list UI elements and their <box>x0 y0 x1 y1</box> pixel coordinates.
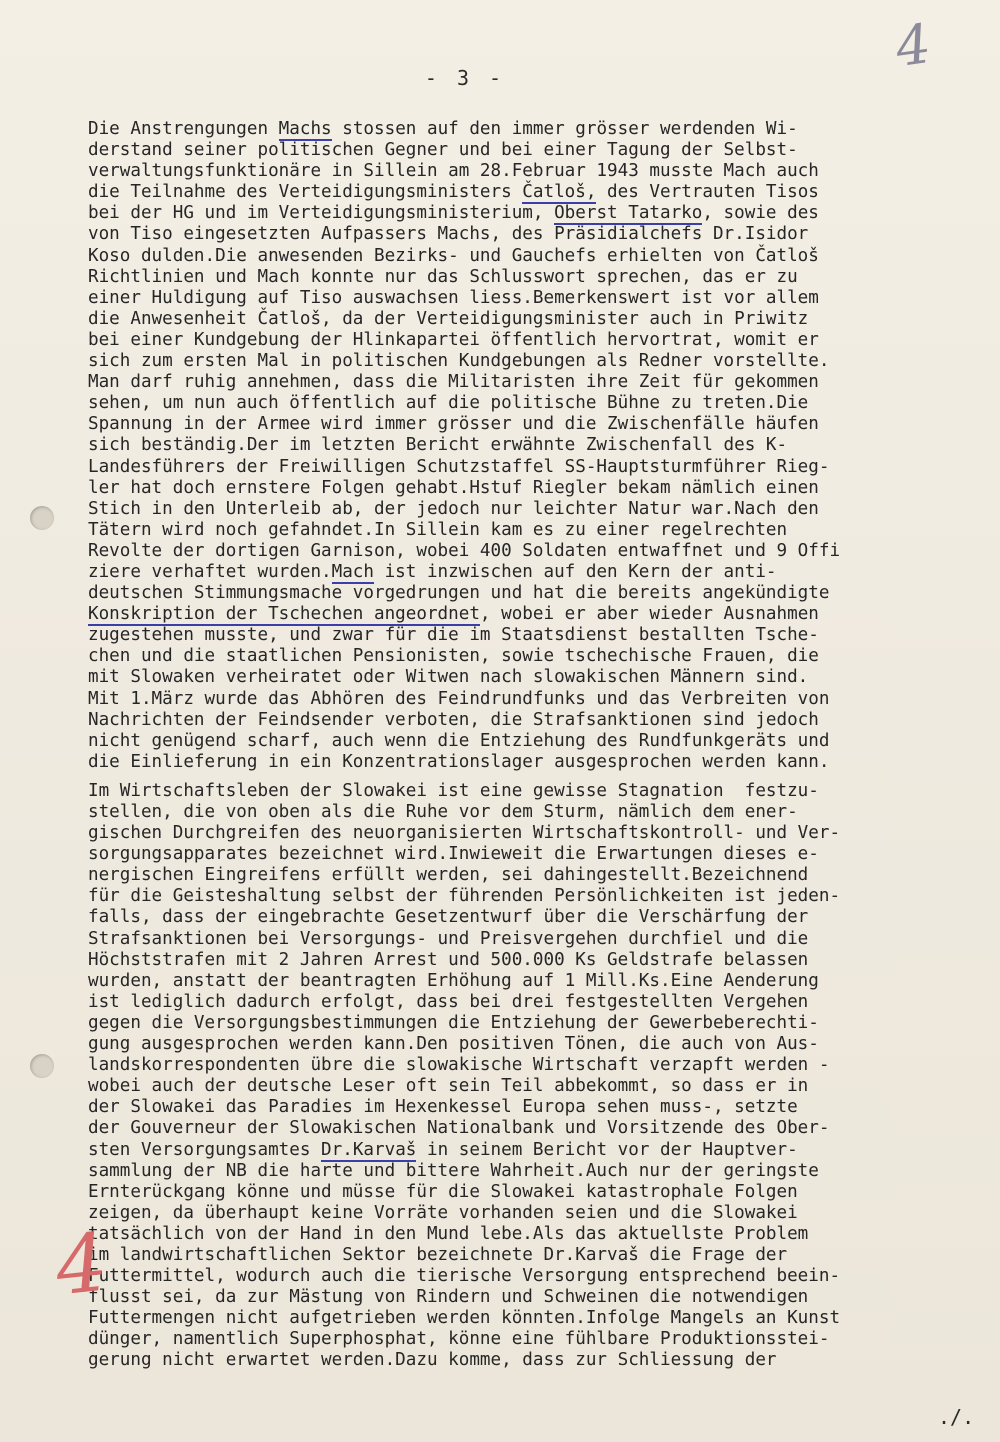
text-line: wurden, anstatt der beantragten Erhöhung auf 1 Mill.Ks.Eine Aenderung <box>88 970 819 991</box>
punch-hole-top <box>30 506 54 530</box>
page-number: - 3 - <box>424 66 506 90</box>
text-line: für die Geisteshaltung selbst der führenden Persönlichkeiten ist jeden- <box>88 886 841 907</box>
underlined-name: Konskription der Tschechen angeordnet <box>88 604 480 625</box>
text-line: deutschen Stimmungsmache vorgedrungen und hat die bereits angekündigte <box>88 583 830 604</box>
text-line: einer Huldigung auf Tiso auswachsen liess.Bemerkenswert ist vor allem <box>88 287 819 308</box>
text-line: nicht genügend scharf, auch wenn die Entziehung des Rundfunkgeräts und <box>88 730 830 751</box>
underlined-name: Oberst Tatarko <box>554 203 703 224</box>
text-line: gegen die Versorgungsbestimmungen die Entziehung der Gewerbeberechti- <box>88 1012 819 1033</box>
text-line: bei der HG und im Verteidigungsministerium, Oberst Tatarko, sowie des <box>88 203 819 224</box>
text-line: ziere verhaftet wurden.Mach ist inzwischen auf den Kern der anti- <box>88 561 777 582</box>
text-line: gung ausgesprochen werden kann.Den positiven Tönen, die auch von Aus- <box>88 1034 819 1055</box>
text-line: Im Wirtschaftsleben der Slowakei ist eine gewisse Stagnation festzu- <box>88 780 819 801</box>
text-line: im landwirtschaftlichen Sektor bezeichnete Dr.Karvaš die Frage der <box>88 1244 788 1265</box>
text-line: Höchststrafen mit 2 Jahren Arrest und 500.000 Ks Geldstrafe belassen <box>88 949 809 970</box>
text-line: die Anwesenheit Čatloš, da der Verteidigungsminister auch in Priwitz <box>88 308 809 329</box>
underlined-name: Dr.Karvaš <box>321 1139 417 1160</box>
continuation-mark: ./. <box>938 1405 975 1429</box>
text-line: Stich in den Unterleib ab, der jedoch nur leichter Natur war.Nach den <box>88 498 819 519</box>
text-line: zeigen, da überhaupt keine Vorräte vorhanden seien und die Slowakei <box>88 1202 798 1223</box>
text-line: sammlung der NB die harte und bittere Wahrheit.Auch nur der geringste <box>88 1160 819 1181</box>
paragraph-economy <box>88 781 988 1372</box>
text-line: ist lediglich dadurch erfolgt, dass bei drei festgestellten Vergehen <box>88 991 809 1012</box>
text-line: der Gouverneur der Slowakischen Nationalbank und Vorsitzende des Ober- <box>88 1118 830 1139</box>
text-line: sehen, um nun auch öffentlich auf die politische Bühne zu treten.Die <box>88 393 809 414</box>
text-line: Man darf ruhig annehmen, dass die Militaristen ihre Zeit für gekommen <box>88 372 819 393</box>
text-line: Ernterückgang könne und müsse für die Slowakei katastrophale Folgen <box>88 1181 798 1202</box>
text-line: bei einer Kundgebung der Hlinkapartei öffentlich hervortrat, womit er <box>88 329 819 350</box>
text-line: mit Slowaken verheiratet oder Witwen nach slowakischen Männern sind. <box>88 667 809 688</box>
text-line: tatsächlich von der Hand in den Mund lebe.Als das aktuellste Problem <box>88 1223 809 1244</box>
text-line: gerung nicht erwartet werden.Dazu komme, dass zur Schliessung der <box>88 1350 777 1371</box>
text-line: Strafsanktionen bei Versorgungs- und Preisvergehen durchfiel und die <box>88 928 809 949</box>
text-line: sten Versorgungsamtes Dr.Karvaš in seinem Bericht vor der Hauptver- <box>88 1139 798 1160</box>
text-line: Nachrichten der Feindsender verboten, die Strafsanktionen sind jedoch <box>88 709 819 730</box>
text-line: die Teilnahme des Verteidigungsministers Čatloš, des Vertrauten Tisos <box>88 182 819 203</box>
text-line: Koso dulden.Die anwesenden Bezirks- und Gauchefs erhielten von Čatloš <box>88 245 819 266</box>
text-line: Futtermittel, wodurch auch die tierische Versorgung entsprechend beein- <box>88 1266 841 1287</box>
body-text <box>88 119 988 1380</box>
text-line: wobei auch der deutsche Leser oft sein Teil abbekommt, so dass er in <box>88 1076 809 1097</box>
text-line: sorgungsapparates bezeichnet wird.Inwieweit die Erwartungen dieses e- <box>88 844 819 865</box>
text-line: stellen, die von oben als die Ruhe vor dem Sturm, nämlich dem ener- <box>88 802 798 822</box>
underlined-name: Machs <box>278 119 332 139</box>
text-line: gischen Durchgreifen des neuorganisierten Wirtschaftskontroll- und Ver- <box>88 823 841 844</box>
text-line: ler hat doch ernstere Folgen gehabt.Hstuf Riegler bekam nämlich einen <box>88 477 819 498</box>
text-line: Spannung in der Armee wird immer grösser und die Zwischenfälle häufen <box>88 414 819 435</box>
text-line: die Einlieferung in ein Konzentrationslager ausgesprochen werden kann. <box>88 751 830 772</box>
punch-hole-bottom <box>30 1054 54 1078</box>
text-line: falls, dass der eingebrachte Gesetzentwurf über die Verschärfung der <box>88 907 809 928</box>
text-line: derstand seiner politischen Gegner und bei einer Tagung der Selbst- <box>88 140 798 161</box>
underlined-name: Čatloš, <box>522 182 597 203</box>
text-line: von Tiso eingesetzten Aufpassers Machs, des Präsidialchefs Dr.Isidor <box>88 224 809 245</box>
text-line: Mit 1.März wurde das Abhören des Feindrundfunks und das Verbreiten von <box>88 688 830 709</box>
text-line: sich zum ersten Mal in politischen Kundgebungen als Redner vorstellte. <box>88 351 830 372</box>
underlined-name: Mach <box>331 561 374 582</box>
text-line: landskorrespondenten übre die slowakische Wirtschaft verzapft werden - <box>88 1055 830 1076</box>
text-line: nergischen Eingreifens erfüllt werden, sei dahingestellt.Bezeichnend <box>88 865 809 886</box>
text-line: Tätern wird noch gefahndet.In Sillein kam es zu einer regelrechten <box>88 519 788 540</box>
paragraph-politics <box>88 119 988 773</box>
text-line: zugestehen musste, und zwar für die im Staatsdienst bestallten Tsche- <box>88 625 819 646</box>
text-line: der Slowakei das Paradies im Hexenkessel Europa sehen muss-, setzte <box>88 1097 798 1118</box>
text-line: Landesführers der Freiwilligen Schutzstaffel SS-Hauptsturmführer Rieg- <box>88 456 830 477</box>
text-line: chen und die staatlichen Pensionisten, sowie tschechische Frauen, die <box>88 646 819 667</box>
text-line: dünger, namentlich Superphosphat, könne eine fühlbare Produktionsstei- <box>88 1329 830 1350</box>
text-line: Richtlinien und Mach konnte nur das Schlusswort sprechen, das er zu <box>88 266 798 287</box>
text-line: flusst sei, da zur Mästung von Rindern und Schweinen die notwendigen <box>88 1287 809 1308</box>
text-line: Die Anstrengungen Machs stossen auf den immer grösser werdenden Wi- <box>88 119 798 139</box>
handwritten-page-number: 4 <box>891 11 935 80</box>
text-line: Futtermengen nicht aufgetrieben werden könnten.Infolge Mangels an Kunst <box>88 1308 841 1329</box>
text-line: sich beständig.Der im letzten Bericht erwähnte Zwischenfall des K- <box>88 435 788 456</box>
text-line: verwaltungsfunktionäre in Sillein am 28.Februar 1943 musste Mach auch <box>88 161 819 182</box>
text-line: Revolte der dortigen Garnison, wobei 400 Soldaten entwaffnet und 9 Offi <box>88 540 841 561</box>
text-line: Konskription der Tschechen angeordnet, wobei er aber wieder Ausnahmen <box>88 604 819 625</box>
handwritten-margin-mark: 4 <box>51 1215 112 1314</box>
